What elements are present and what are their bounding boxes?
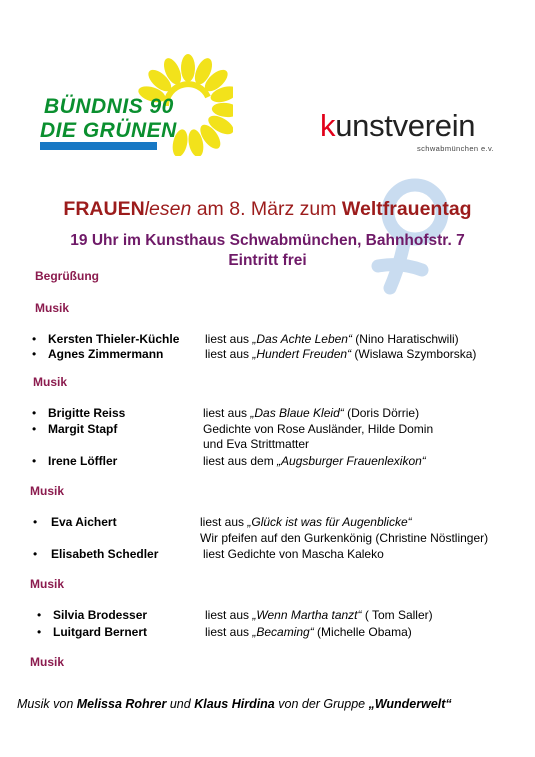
event-location: 19 Uhr im Kunsthaus Schwabmünchen, Bahnhofstr. 7	[70, 232, 465, 249]
performer-name: Kersten Thieler-Küchle	[48, 332, 180, 346]
gruene-blue-bar	[40, 142, 157, 150]
bullet: •	[32, 347, 37, 361]
buendnis-gruene-logo	[38, 44, 233, 156]
performer-reading-continued: und Eva Strittmatter	[203, 437, 310, 451]
kunstverein-wordmark: kunstverein	[320, 108, 476, 143]
performer-reading: liest aus „Becaming“ (Michelle Obama)	[205, 625, 412, 639]
performer-reading: liest aus „Wenn Martha tanzt“ ( Tom Saller)	[205, 608, 433, 622]
kunstverein-subtitle: schwabmünchen e.v.	[417, 144, 495, 153]
performer-reading: Gedichte von Rose Ausländer, Hilde Domin	[203, 422, 434, 436]
performer-name: Luitgard Bernert	[53, 625, 148, 639]
gruene-line-1: BÜNDNIS 90	[44, 95, 174, 118]
performer-reading-continued: Wir pfeifen auf den Gurkenkönig (Christine Nöstlinger)	[200, 531, 489, 545]
music-credits: Musik von Melissa Rohrer und Klaus Hirdina von der Gruppe „Wunderwelt“	[17, 697, 452, 711]
performer-name: Elisabeth Schedler	[51, 547, 159, 561]
performer-name: Irene Löffler	[48, 454, 118, 468]
bullet: •	[32, 454, 37, 468]
bullet: •	[32, 406, 37, 420]
performer-name: Agnes Zimmermann	[48, 347, 164, 361]
bullet: •	[32, 332, 37, 346]
bullet: •	[37, 608, 42, 622]
performer-reading: liest Gedichte von Mascha Kaleko	[203, 547, 384, 561]
bullet: •	[37, 625, 42, 639]
bullet: •	[33, 515, 38, 529]
bullet: •	[33, 547, 38, 561]
performer-reading: liest aus dem „Augsburger Frauenlexikon“	[203, 454, 426, 468]
performer-name: Silvia Brodesser	[53, 608, 148, 622]
section-music-3: Musik	[30, 484, 65, 498]
performer-name: Brigitte Reiss	[48, 406, 126, 420]
bullet: •	[32, 422, 37, 436]
section-music-2: Musik	[33, 375, 68, 389]
performer-name: Eva Aichert	[51, 515, 117, 529]
section-music-1: Musik	[35, 301, 70, 315]
performer-reading: liest aus „Glück ist was für Augenblicke“	[200, 515, 412, 529]
performer-reading: liest aus „Das Blaue Kleid“ (Doris Dörrie)	[203, 406, 420, 420]
section-music-4: Musik	[30, 577, 65, 591]
gruene-line-2: DIE GRÜNEN	[40, 119, 177, 142]
event-headline: FRAUENlesen am 8. März zum Weltfrauentag	[63, 198, 472, 220]
section-music-5: Musik	[30, 655, 65, 669]
performer-name: Margit Stapf	[48, 422, 118, 436]
event-admission: Eintritt frei	[228, 252, 307, 269]
performer-reading: liest aus „Das Achte Leben“ (Nino Haratischwili)	[205, 332, 459, 346]
section-greeting: Begrüßung	[35, 269, 99, 283]
performer-reading: liest aus „Hundert Freuden“ (Wislawa Szymborska)	[205, 347, 477, 361]
kunstverein-logo	[320, 110, 520, 160]
